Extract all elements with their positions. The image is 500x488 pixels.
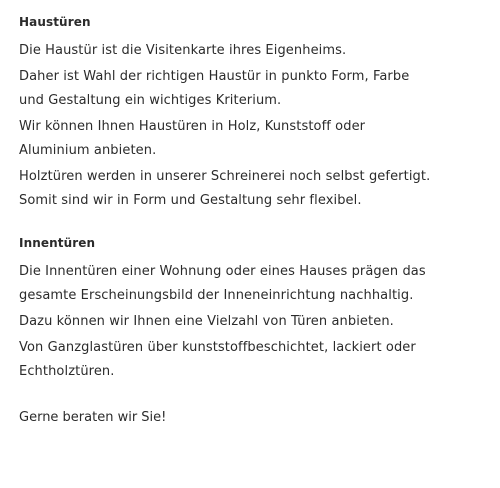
- paragraph-vielzahl: [19, 310, 500, 334]
- heading-haustueren: Haustüren: [19, 15, 91, 29]
- text-line: Aluminium anbieten.: [19, 143, 157, 158]
- paragraph-wahl: [19, 65, 500, 113]
- text-line: Echtholztüren.: [19, 364, 115, 379]
- paragraph-visitenkarte: [19, 39, 500, 63]
- text-line: Die Haustür ist die Visitenkarte ihres Eigenheims.: [19, 43, 347, 58]
- paragraph-erscheinungsbild: [19, 260, 500, 308]
- paragraph-ganzglas: [19, 336, 500, 384]
- text-line: Die Innentüren einer Wohnung oder eines Hauses prägen das: [19, 264, 426, 279]
- section-spacer: [19, 386, 500, 406]
- closing-line: Gerne beraten wir Sie!: [19, 410, 167, 425]
- text-line: Somit sind wir in Form und Gestaltung sehr flexibel.: [19, 193, 362, 208]
- text-line: Wir können Ihnen Haustüren in Holz, Kunststoff oder: [19, 119, 366, 134]
- text-line: Daher ist Wahl der richtigen Haustür in punkto Form, Farbe: [19, 69, 410, 84]
- text-line: Von Ganzglastüren über kunststoffbeschichtet, lackiert oder: [19, 340, 416, 355]
- section-spacer: [19, 215, 500, 235]
- paragraph-materialien: [19, 115, 500, 163]
- text-line: und Gestaltung ein wichtiges Kriterium.: [19, 93, 282, 108]
- text-line: Dazu können wir Ihnen eine Vielzahl von Türen anbieten.: [19, 314, 394, 329]
- paragraph-holztueren: [19, 165, 500, 213]
- heading-innentueren: Innentüren: [19, 236, 96, 250]
- text-line: gesamte Erscheinungsbild der Inneneinrichtung nachhaltig.: [19, 288, 414, 303]
- text-line: Holztüren werden in unserer Schreinerei noch selbst gefertigt.: [19, 169, 431, 184]
